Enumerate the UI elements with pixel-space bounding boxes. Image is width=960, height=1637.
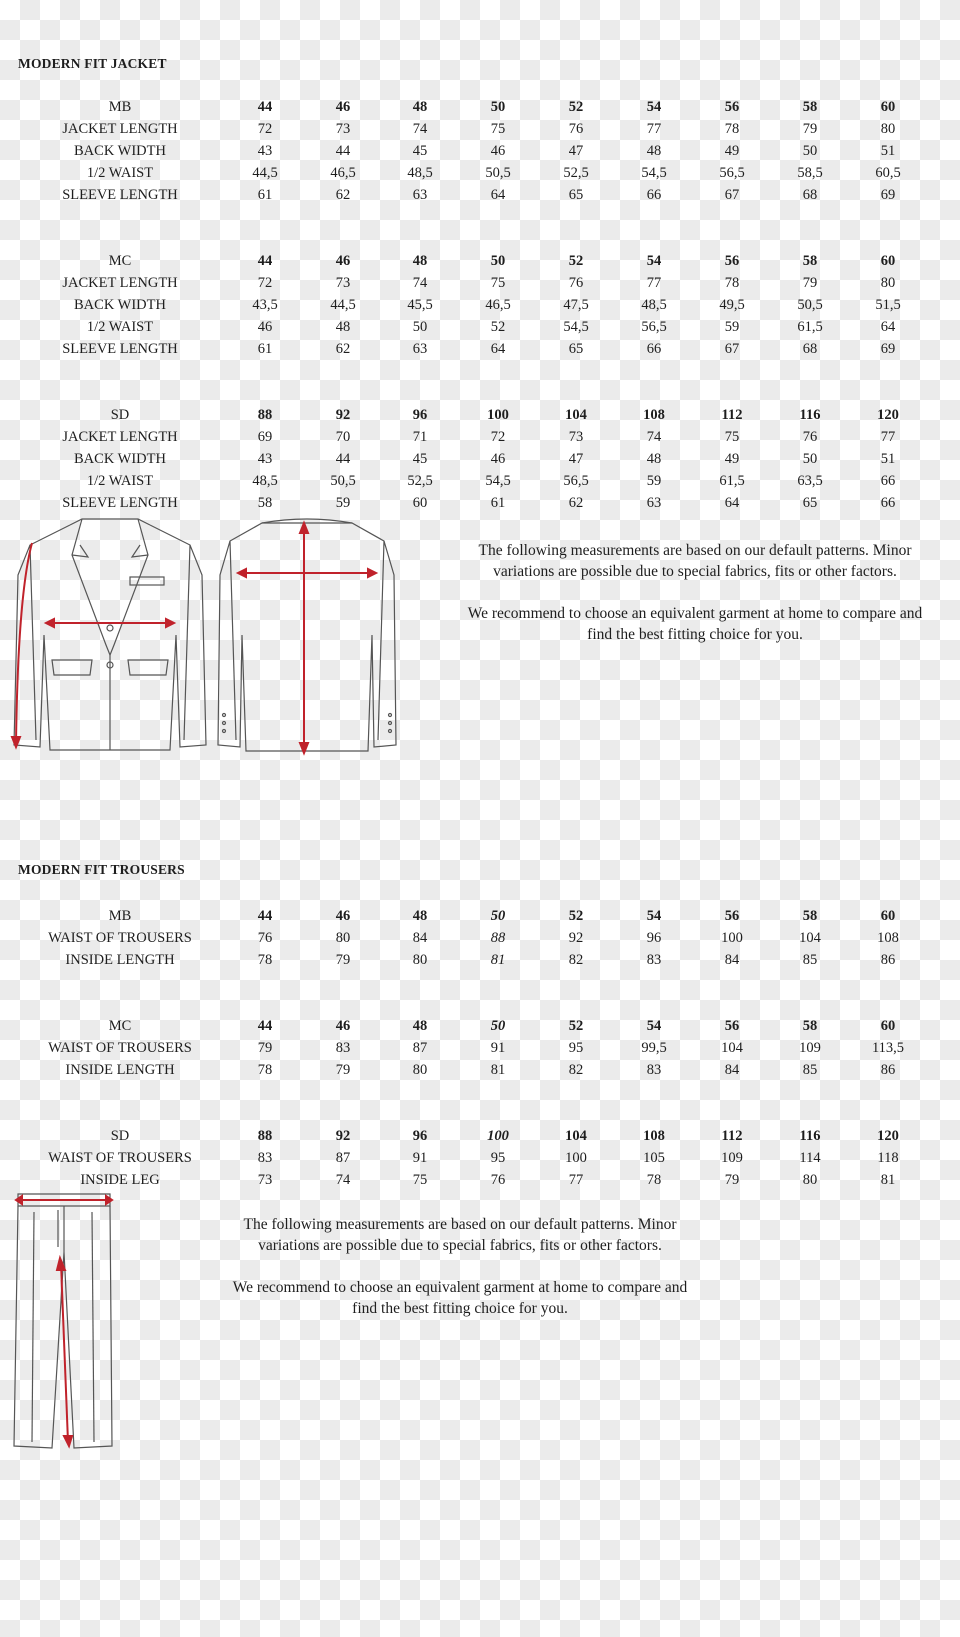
measurement-value: 75 xyxy=(412,1172,428,1188)
measurement-value: 83 xyxy=(335,1040,351,1056)
measurement-value: 104 xyxy=(721,1040,743,1056)
trousers-icon xyxy=(12,1192,122,1452)
measurement-value: 50 xyxy=(802,451,818,467)
size-header-cell: 100 xyxy=(487,407,509,423)
fit-code-label: MB xyxy=(108,908,132,924)
size-header-cell: 48 xyxy=(412,1018,428,1034)
measurement-value: 104 xyxy=(799,930,821,946)
measurement-value: 80 xyxy=(412,1062,428,1078)
measurement-row xyxy=(0,1169,960,1191)
measurement-value: 77 xyxy=(568,1172,584,1188)
measurement-value: 87 xyxy=(412,1040,428,1056)
measurement-value: 61 xyxy=(257,341,273,357)
measurement-label: WAIST OF TROUSERS xyxy=(48,930,192,946)
trousers-section-title: MODERN FIT TROUSERS xyxy=(18,862,185,877)
measurement-value: 100 xyxy=(721,930,743,946)
measurement-value: 68 xyxy=(802,341,818,357)
measurement-row xyxy=(0,162,960,184)
measurement-label: 1/2 WAIST xyxy=(86,165,154,181)
measurement-value: 73 xyxy=(335,275,351,291)
measurement-value: 46 xyxy=(490,451,506,467)
measurement-value: 48 xyxy=(335,319,351,335)
size-header-cell: 46 xyxy=(335,99,351,115)
measurement-value: 67 xyxy=(724,187,740,203)
measurement-row xyxy=(0,448,960,470)
measurement-row xyxy=(0,1059,960,1081)
size-header-cell: 44 xyxy=(257,908,273,924)
measurement-value: 43,5 xyxy=(252,297,278,313)
measurement-value: 47,5 xyxy=(563,297,589,313)
measurement-value: 63 xyxy=(412,187,428,203)
measurement-value: 95 xyxy=(490,1150,506,1166)
measurement-value: 66 xyxy=(880,495,896,511)
fit-code-label: MC xyxy=(108,253,132,269)
measurement-value: 80 xyxy=(802,1172,818,1188)
measurement-value: 49 xyxy=(724,451,740,467)
measurement-value: 85 xyxy=(802,952,818,968)
measurement-value: 54,5 xyxy=(485,473,511,489)
measurement-value: 52,5 xyxy=(563,165,589,181)
measurement-value: 75 xyxy=(490,275,506,291)
size-header-cell: 50 xyxy=(490,908,506,924)
size-header-cell: 60 xyxy=(880,99,896,115)
size-header-cell: 48 xyxy=(412,908,428,924)
measurement-value: 50 xyxy=(802,143,818,159)
measurement-value: 52,5 xyxy=(407,473,433,489)
size-header-row xyxy=(0,1015,960,1037)
size-header-cell: 92 xyxy=(335,407,351,423)
measurement-value: 49 xyxy=(724,143,740,159)
measurement-value: 58 xyxy=(257,495,273,511)
measurement-value: 66 xyxy=(880,473,896,489)
size-header-cell: 50 xyxy=(490,253,506,269)
measurement-value: 60,5 xyxy=(875,165,901,181)
measurement-value: 64 xyxy=(880,319,896,335)
fit-code-label: MC xyxy=(108,1018,132,1034)
size-header-cell: 60 xyxy=(880,253,896,269)
size-header-cell: 58 xyxy=(802,1018,818,1034)
measurement-label: JACKET LENGTH xyxy=(62,275,178,291)
jacket-table-mb xyxy=(0,96,960,206)
size-header-cell: 56 xyxy=(724,1018,740,1034)
measurement-value: 73 xyxy=(335,121,351,137)
measurement-value: 45 xyxy=(412,143,428,159)
measurement-value: 63 xyxy=(646,495,662,511)
measurement-value: 76 xyxy=(490,1172,506,1188)
measurement-value: 63,5 xyxy=(797,473,823,489)
measurement-row xyxy=(0,470,960,492)
jacket-section-title: MODERN FIT JACKET xyxy=(18,56,167,71)
measurement-value: 56,5 xyxy=(719,165,745,181)
measurement-row xyxy=(0,338,960,360)
measurement-value: 80 xyxy=(880,275,896,291)
measurement-value: 95 xyxy=(568,1040,584,1056)
measurement-value: 61 xyxy=(257,187,273,203)
measurement-row xyxy=(0,949,960,971)
measurement-value: 81 xyxy=(880,1172,896,1188)
measurement-value: 84 xyxy=(724,1062,740,1078)
measurement-row xyxy=(0,492,960,514)
measurement-value: 46 xyxy=(257,319,273,335)
measurement-value: 79 xyxy=(724,1172,740,1188)
measurement-label: BACK WIDTH xyxy=(74,143,166,159)
size-header-cell: 48 xyxy=(412,253,428,269)
fit-code-label: MB xyxy=(108,99,132,115)
measurement-value: 50,5 xyxy=(797,297,823,313)
jacket-size-table xyxy=(0,96,960,514)
measurement-value: 92 xyxy=(568,930,584,946)
measurement-value: 78 xyxy=(257,1062,273,1078)
measurement-value: 76 xyxy=(802,429,818,445)
jacket-note-line-2: We recommend to choose an equivalent garment at home to compare and find the best fitting choice for you. xyxy=(467,605,923,643)
measurement-row xyxy=(0,118,960,140)
size-header-cell: 54 xyxy=(646,908,662,924)
measurement-value: 77 xyxy=(880,429,896,445)
jacket-table-sd xyxy=(0,404,960,514)
measurement-value: 73 xyxy=(568,429,584,445)
measurement-value: 48 xyxy=(646,451,662,467)
size-header-cell: 50 xyxy=(490,99,506,115)
size-header-cell: 46 xyxy=(335,253,351,269)
measurement-value: 65 xyxy=(802,495,818,511)
size-header-cell: 56 xyxy=(724,99,740,115)
jacket-front-icon xyxy=(10,515,210,755)
measurement-value: 47 xyxy=(568,451,584,467)
measurement-value: 76 xyxy=(568,275,584,291)
measurement-value: 44 xyxy=(335,143,351,159)
measurement-value: 47 xyxy=(568,143,584,159)
jacket-note-line-1: The following measurements are based on our default patterns. Minor variations are possible due to special fabrics, fits or other factors. xyxy=(478,542,912,580)
size-header-cell: 108 xyxy=(643,407,665,423)
measurement-row xyxy=(0,184,960,206)
measurement-label: INSIDE LEG xyxy=(80,1172,160,1188)
measurement-value: 81 xyxy=(490,952,506,968)
measurement-label: BACK WIDTH xyxy=(74,297,166,313)
measurement-value: 78 xyxy=(257,952,273,968)
measurement-value: 78 xyxy=(724,275,740,291)
measurement-value: 91 xyxy=(490,1040,506,1056)
measurement-label: SLEEVE LENGTH xyxy=(62,495,178,511)
measurement-value: 73 xyxy=(257,1172,273,1188)
fit-code-label: SD xyxy=(110,1128,130,1144)
trousers-note-line-2: We recommend to choose an equivalent garment at home to compare and find the best fitting choice for you. xyxy=(232,1279,688,1317)
size-header-cell: 112 xyxy=(721,1128,743,1144)
measurement-row xyxy=(0,272,960,294)
measurement-label: 1/2 WAIST xyxy=(86,473,154,489)
trousers-size-table xyxy=(0,905,960,1191)
size-header-cell: 112 xyxy=(721,407,743,423)
size-header-row xyxy=(0,96,960,118)
measurement-value: 114 xyxy=(799,1150,821,1166)
measurement-value: 108 xyxy=(877,930,899,946)
measurement-value: 83 xyxy=(646,952,662,968)
measurement-value: 76 xyxy=(568,121,584,137)
measurement-value: 51 xyxy=(880,451,896,467)
measurement-value: 56,5 xyxy=(641,319,667,335)
measurement-value: 43 xyxy=(257,143,273,159)
measurement-value: 72 xyxy=(490,429,506,445)
jacket-back-icon xyxy=(212,515,402,755)
measurement-value: 48,5 xyxy=(407,165,433,181)
measurement-value: 66 xyxy=(646,341,662,357)
measurement-value: 62 xyxy=(335,187,351,203)
measurement-value: 58,5 xyxy=(797,165,823,181)
size-header-cell: 58 xyxy=(802,253,818,269)
measurement-value: 60 xyxy=(412,495,428,511)
measurement-value: 80 xyxy=(412,952,428,968)
size-header-cell: 50 xyxy=(490,1018,506,1034)
measurement-value: 44,5 xyxy=(252,165,278,181)
size-header-cell: 120 xyxy=(877,1128,899,1144)
measurement-value: 48 xyxy=(646,143,662,159)
measurement-value: 77 xyxy=(646,121,662,137)
measurement-value: 82 xyxy=(568,1062,584,1078)
measurement-label: WAIST OF TROUSERS xyxy=(48,1040,192,1056)
size-header-cell: 54 xyxy=(646,253,662,269)
measurement-value: 82 xyxy=(568,952,584,968)
measurement-row xyxy=(0,1037,960,1059)
measurement-value: 48,5 xyxy=(252,473,278,489)
measurement-value: 74 xyxy=(646,429,662,445)
size-header-cell: 56 xyxy=(724,908,740,924)
measurement-label: 1/2 WAIST xyxy=(86,319,154,335)
measurement-value: 54,5 xyxy=(641,165,667,181)
size-header-cell: 46 xyxy=(335,908,351,924)
measurement-label: WAIST OF TROUSERS xyxy=(48,1150,192,1166)
measurement-value: 72 xyxy=(257,275,273,291)
measurement-value: 64 xyxy=(490,341,506,357)
measurement-value: 44 xyxy=(335,451,351,467)
size-header-cell: 60 xyxy=(880,1018,896,1034)
size-header-cell: 88 xyxy=(257,407,273,423)
size-header-cell: 52 xyxy=(568,908,584,924)
measurement-label: JACKET LENGTH xyxy=(62,429,178,445)
measurement-value: 52 xyxy=(490,319,506,335)
measurement-value: 71 xyxy=(412,429,428,445)
measurement-value: 50,5 xyxy=(485,165,511,181)
measurement-value: 62 xyxy=(568,495,584,511)
measurement-value: 46 xyxy=(490,143,506,159)
measurement-row xyxy=(0,140,960,162)
size-header-cell: 52 xyxy=(568,99,584,115)
fit-code-label: SD xyxy=(110,407,130,423)
measurement-value: 51,5 xyxy=(875,297,901,313)
measurement-value: 44,5 xyxy=(330,297,356,313)
size-header-cell: 52 xyxy=(568,253,584,269)
measurement-value: 109 xyxy=(721,1150,743,1166)
measurement-value: 69 xyxy=(257,429,273,445)
size-header-cell: 88 xyxy=(257,1128,273,1144)
measurement-value: 79 xyxy=(802,121,818,137)
size-header-row xyxy=(0,250,960,272)
size-header-cell: 44 xyxy=(257,99,273,115)
measurement-label: INSIDE LENGTH xyxy=(65,1062,175,1078)
measurement-label: SLEEVE LENGTH xyxy=(62,341,178,357)
measurement-value: 61 xyxy=(490,495,506,511)
measurement-value: 64 xyxy=(724,495,740,511)
measurement-value: 64 xyxy=(490,187,506,203)
measurement-value: 81 xyxy=(490,1062,506,1078)
size-header-cell: 116 xyxy=(799,1128,821,1144)
size-header-cell: 120 xyxy=(877,407,899,423)
measurement-value: 87 xyxy=(335,1150,351,1166)
measurement-value: 99,5 xyxy=(641,1040,667,1056)
measurement-value: 96 xyxy=(646,930,662,946)
trousers-measurement-note xyxy=(230,1214,690,1340)
measurement-value: 68 xyxy=(802,187,818,203)
measurement-value: 88 xyxy=(490,930,506,946)
measurement-value: 84 xyxy=(412,930,428,946)
size-header-cell: 58 xyxy=(802,99,818,115)
jacket-table-mc xyxy=(0,250,960,360)
measurement-value: 118 xyxy=(877,1150,899,1166)
measurement-row xyxy=(0,1147,960,1169)
measurement-value: 74 xyxy=(412,275,428,291)
measurement-label: SLEEVE LENGTH xyxy=(62,187,178,203)
size-header-row xyxy=(0,905,960,927)
measurement-value: 105 xyxy=(643,1150,665,1166)
trousers-table-mb xyxy=(0,905,960,971)
measurement-value: 61,5 xyxy=(797,319,823,335)
measurement-value: 80 xyxy=(880,121,896,137)
size-header-cell: 92 xyxy=(335,1128,351,1144)
measurement-value: 79 xyxy=(257,1040,273,1056)
measurement-value: 59 xyxy=(335,495,351,511)
measurement-value: 74 xyxy=(412,121,428,137)
jacket-measurement-note xyxy=(465,540,925,666)
measurement-value: 45,5 xyxy=(407,297,433,313)
trousers-note-line-1: The following measurements are based on our default patterns. Minor variations are possible due to special fabrics, fits or other factors. xyxy=(243,1216,677,1254)
measurement-value: 77 xyxy=(646,275,662,291)
measurement-value: 46,5 xyxy=(485,297,511,313)
measurement-value: 83 xyxy=(646,1062,662,1078)
measurement-value: 61,5 xyxy=(719,473,745,489)
size-header-cell: 44 xyxy=(257,1018,273,1034)
size-header-cell: 60 xyxy=(880,908,896,924)
size-header-cell: 52 xyxy=(568,1018,584,1034)
measurement-value: 67 xyxy=(724,341,740,357)
size-header-cell: 116 xyxy=(799,407,821,423)
size-header-cell: 46 xyxy=(335,1018,351,1034)
size-header-row xyxy=(0,1125,960,1147)
measurement-value: 85 xyxy=(802,1062,818,1078)
measurement-value: 79 xyxy=(335,1062,351,1078)
size-header-cell: 54 xyxy=(646,1018,662,1034)
measurement-value: 49,5 xyxy=(719,297,745,313)
measurement-label: INSIDE LENGTH xyxy=(65,952,175,968)
measurement-value: 86 xyxy=(880,1062,896,1078)
measurement-value: 74 xyxy=(335,1172,351,1188)
measurement-row xyxy=(0,316,960,338)
measurement-row xyxy=(0,426,960,448)
measurement-value: 80 xyxy=(335,930,351,946)
measurement-value: 78 xyxy=(646,1172,662,1188)
measurement-value: 100 xyxy=(565,1150,587,1166)
measurement-label: JACKET LENGTH xyxy=(62,121,178,137)
size-header-cell: 96 xyxy=(412,1128,428,1144)
measurement-value: 48,5 xyxy=(641,297,667,313)
measurement-value: 69 xyxy=(880,187,896,203)
measurement-value: 113,5 xyxy=(871,1040,905,1056)
measurement-value: 66 xyxy=(646,187,662,203)
size-header-cell: 108 xyxy=(643,1128,665,1144)
measurement-value: 50 xyxy=(412,319,428,335)
measurement-value: 59 xyxy=(724,319,740,335)
size-header-cell: 58 xyxy=(802,908,818,924)
measurement-value: 59 xyxy=(646,473,662,489)
size-header-cell: 48 xyxy=(412,99,428,115)
measurement-value: 79 xyxy=(335,952,351,968)
measurement-value: 56,5 xyxy=(563,473,589,489)
measurement-value: 76 xyxy=(257,930,273,946)
measurement-value: 65 xyxy=(568,341,584,357)
measurement-value: 83 xyxy=(257,1150,273,1166)
measurement-row xyxy=(0,927,960,949)
trousers-table-mc xyxy=(0,1015,960,1081)
measurement-value: 75 xyxy=(490,121,506,137)
size-header-row xyxy=(0,404,960,426)
measurement-value: 72 xyxy=(257,121,273,137)
size-header-cell: 56 xyxy=(724,253,740,269)
measurement-value: 75 xyxy=(724,429,740,445)
measurement-value: 65 xyxy=(568,187,584,203)
measurement-value: 70 xyxy=(335,429,351,445)
size-header-cell: 96 xyxy=(412,407,428,423)
size-header-cell: 54 xyxy=(646,99,662,115)
size-header-cell: 104 xyxy=(565,407,587,423)
size-header-cell: 44 xyxy=(257,253,273,269)
trousers-table-sd xyxy=(0,1125,960,1191)
measurement-value: 79 xyxy=(802,275,818,291)
measurement-value: 109 xyxy=(799,1040,821,1056)
measurement-value: 50,5 xyxy=(330,473,356,489)
measurement-value: 86 xyxy=(880,952,896,968)
measurement-value: 84 xyxy=(724,952,740,968)
size-header-cell: 104 xyxy=(565,1128,587,1144)
size-header-cell: 100 xyxy=(487,1128,509,1144)
measurement-row xyxy=(0,294,960,316)
measurement-value: 51 xyxy=(880,143,896,159)
measurement-value: 62 xyxy=(335,341,351,357)
measurement-label: BACK WIDTH xyxy=(74,451,166,467)
measurement-value: 46,5 xyxy=(330,165,356,181)
measurement-value: 43 xyxy=(257,451,273,467)
measurement-value: 91 xyxy=(412,1150,428,1166)
measurement-value: 45 xyxy=(412,451,428,467)
measurement-value: 54,5 xyxy=(563,319,589,335)
measurement-value: 78 xyxy=(724,121,740,137)
measurement-value: 69 xyxy=(880,341,896,357)
measurement-value: 63 xyxy=(412,341,428,357)
